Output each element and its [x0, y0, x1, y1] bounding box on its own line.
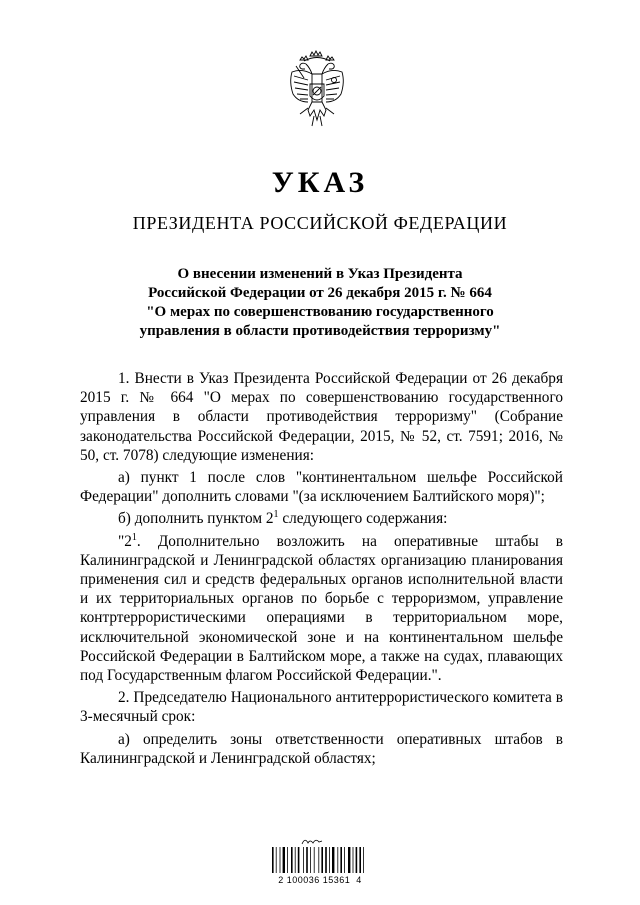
barcode-bar	[314, 847, 315, 873]
barcode-bar	[353, 847, 354, 873]
barcode-bar	[310, 847, 311, 873]
paragraph-1b-text: б) дополнить пунктом 2	[118, 510, 274, 528]
document-title	[110, 265, 530, 341]
paragraph-2: 2. Председателю Национального антитеррористического комитета в 3-месячный срок:	[80, 689, 563, 726]
title-line: О внесении изменений в Указ Президента	[177, 266, 463, 282]
paragraph-1: 1. Внести в Указ Президента Российской Федерации от 26 декабря 2015 г. № 664 "О мерах по совершенствованию государственного управления в области противодействия терроризму" (Собрание законодательства Российской Федерации, 2015, № 52, ст. 7591; 2016, № 50, ст. 7078) следующие изменения:	[80, 370, 563, 464]
barcode-bar	[337, 847, 338, 873]
barcode-bar	[340, 847, 342, 873]
superscript: 1	[131, 531, 137, 543]
barcode-bar	[303, 847, 304, 873]
paragraph-1b	[80, 509, 563, 528]
barcode-bar	[359, 847, 361, 873]
barcode-bar	[291, 847, 293, 873]
barcode-bar	[283, 847, 285, 873]
barcode-icon	[271, 847, 367, 873]
paragraph-1b-text-end: следующего содержания:	[278, 510, 448, 528]
barcode-bar	[325, 847, 327, 873]
barcode-bar	[348, 847, 350, 873]
barcode-number: 2 100036 15361 4	[278, 875, 362, 885]
barcode-bar	[344, 847, 345, 873]
barcode-bar	[272, 847, 274, 873]
issuer-heading: ПРЕЗИДЕНТА РОССИЙСКОЙ ФЕДЕРАЦИИ	[132, 213, 508, 233]
paragraph-1a: а) пункт 1 после слов "континентальном шельфе Российской Федерации" дополнить словами "(за исключением Балтийского моря)";	[80, 469, 563, 506]
state-emblem-icon	[286, 50, 348, 136]
title-line: управления в области противодействия терроризму"	[139, 323, 501, 339]
barcode-bar	[363, 847, 364, 873]
document-body	[80, 369, 563, 771]
title-line: "О мерах по совершенствованию государственного	[146, 304, 494, 320]
barcode-bar	[306, 847, 308, 873]
barcode-bar	[329, 847, 330, 873]
barcode-bar	[287, 847, 288, 873]
paragraph-2a: а) определить зоны ответственности оперативных штабов в Калининградской и Ленинградской областях;	[80, 730, 563, 767]
barcode-bar	[295, 847, 296, 873]
document-type-heading: УКАЗ	[271, 166, 369, 199]
barcode-bar	[280, 847, 281, 873]
paragraph-2-1	[80, 532, 563, 686]
barcode-bar	[332, 847, 334, 873]
title-line: Российской Федерации от 26 декабря 2015 г. № 664	[148, 285, 492, 301]
paragraph-2-1-number: "2	[118, 532, 132, 550]
superscript: 1	[273, 509, 279, 521]
barcode-bar	[318, 847, 319, 873]
barcode-bar	[356, 847, 358, 873]
handwritten-mark-icon	[300, 836, 324, 846]
paragraph-2-1-text: . Дополнительно возложить на оперативные штабы в Калининградской и Ленинградской областях организацию планирования применения сил и средств федеральных органов исполнительной власти и их территориальных органов по борьбе с терроризмом, управление контртеррористическими операциями в территориальном море, исключительной экономической зоне и на континентальном шельфе Российской Федерации в Балтийском море, а также на судах, плавающих под Государственным флагом Российской Федерации.".	[80, 532, 563, 685]
barcode-bar	[276, 847, 277, 873]
barcode-bar	[321, 847, 323, 873]
barcode-bar	[298, 847, 300, 873]
